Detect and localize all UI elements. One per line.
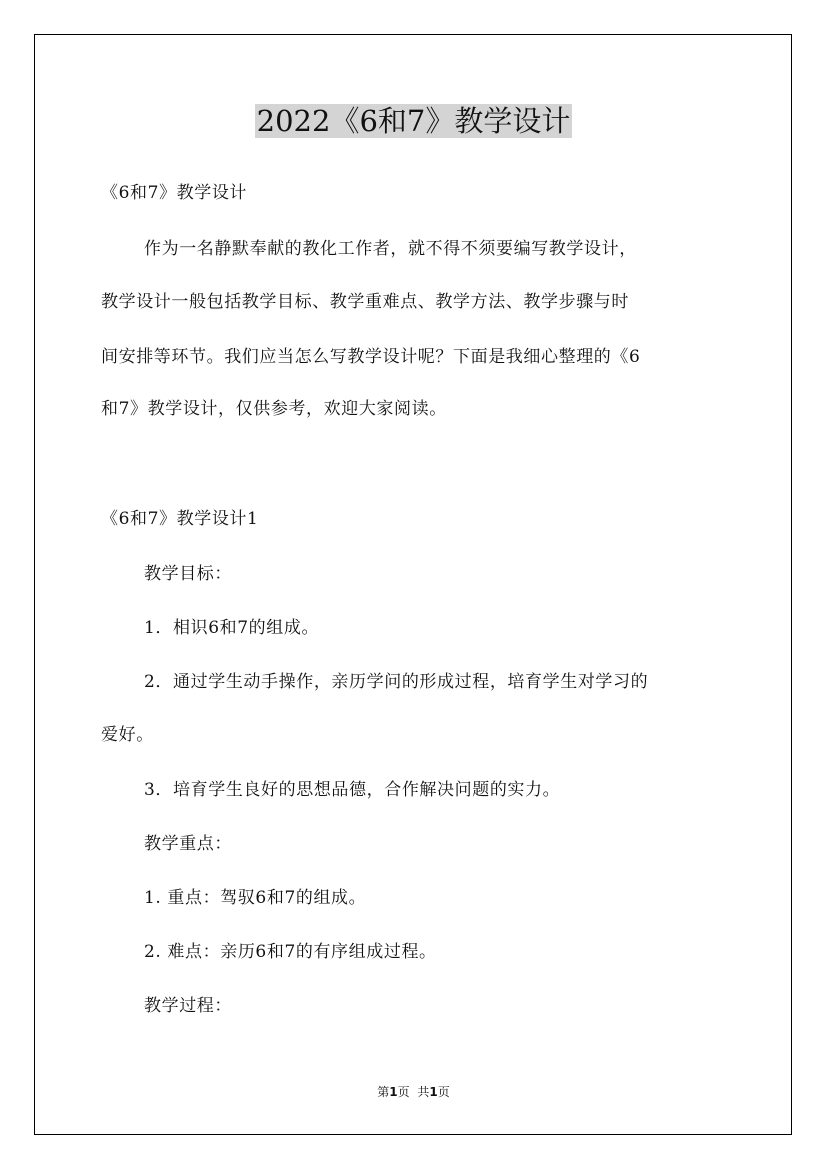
intro-line-3: 间安排等环节。我们应当怎么写教学设计呢？下面是我细心整理的《6 (101, 347, 641, 367)
objective-1: 1．相识6和7的组成。 (144, 618, 320, 638)
document-subtitle: 《6和7》教学设计 (101, 183, 248, 203)
process-label: 教学过程： (144, 996, 232, 1016)
objectives-label: 教学目标： (144, 564, 232, 584)
footer-page-prefix: 第 (377, 1085, 390, 1099)
footer-page-number: 1 (389, 1085, 398, 1099)
intro-line-4: 和7》教学设计，仅供参考，欢迎大家阅读。 (101, 399, 447, 419)
footer-total-prefix: 共 (417, 1085, 430, 1099)
objective-3: 3．培育学生良好的思想品德，合作解决问题的实力。 (144, 780, 561, 800)
document-title (0, 100, 827, 142)
key-point-2: 2. 难点：亲历6和7的有序组成过程。 (144, 942, 437, 962)
objective-2-line-1: 2．通过学生动手操作，亲历学问的形成过程，培育学生对学习的 (144, 672, 649, 692)
footer-total-suffix: 页 (437, 1085, 450, 1099)
document-title-text: 2022《6和7》教学设计 (256, 104, 571, 138)
page-footer (0, 1084, 827, 1100)
intro-line-1: 作为一名静默奉献的教化工作者，就不得不须要编写教学设计， (144, 239, 637, 259)
objective-2-line-2: 爱好。 (101, 725, 154, 745)
intro-line-2: 教学设计一般包括教学目标、教学重难点、教学方法、教学步骤与时 (101, 292, 629, 312)
key-points-label: 教学重点： (144, 834, 232, 854)
section-heading: 《6和7》教学设计1 (101, 509, 259, 529)
key-point-1: 1. 重点：驾驭6和7的组成。 (144, 888, 367, 908)
footer-total-number: 1 (429, 1085, 438, 1099)
footer-page-suffix: 页 (397, 1085, 410, 1099)
